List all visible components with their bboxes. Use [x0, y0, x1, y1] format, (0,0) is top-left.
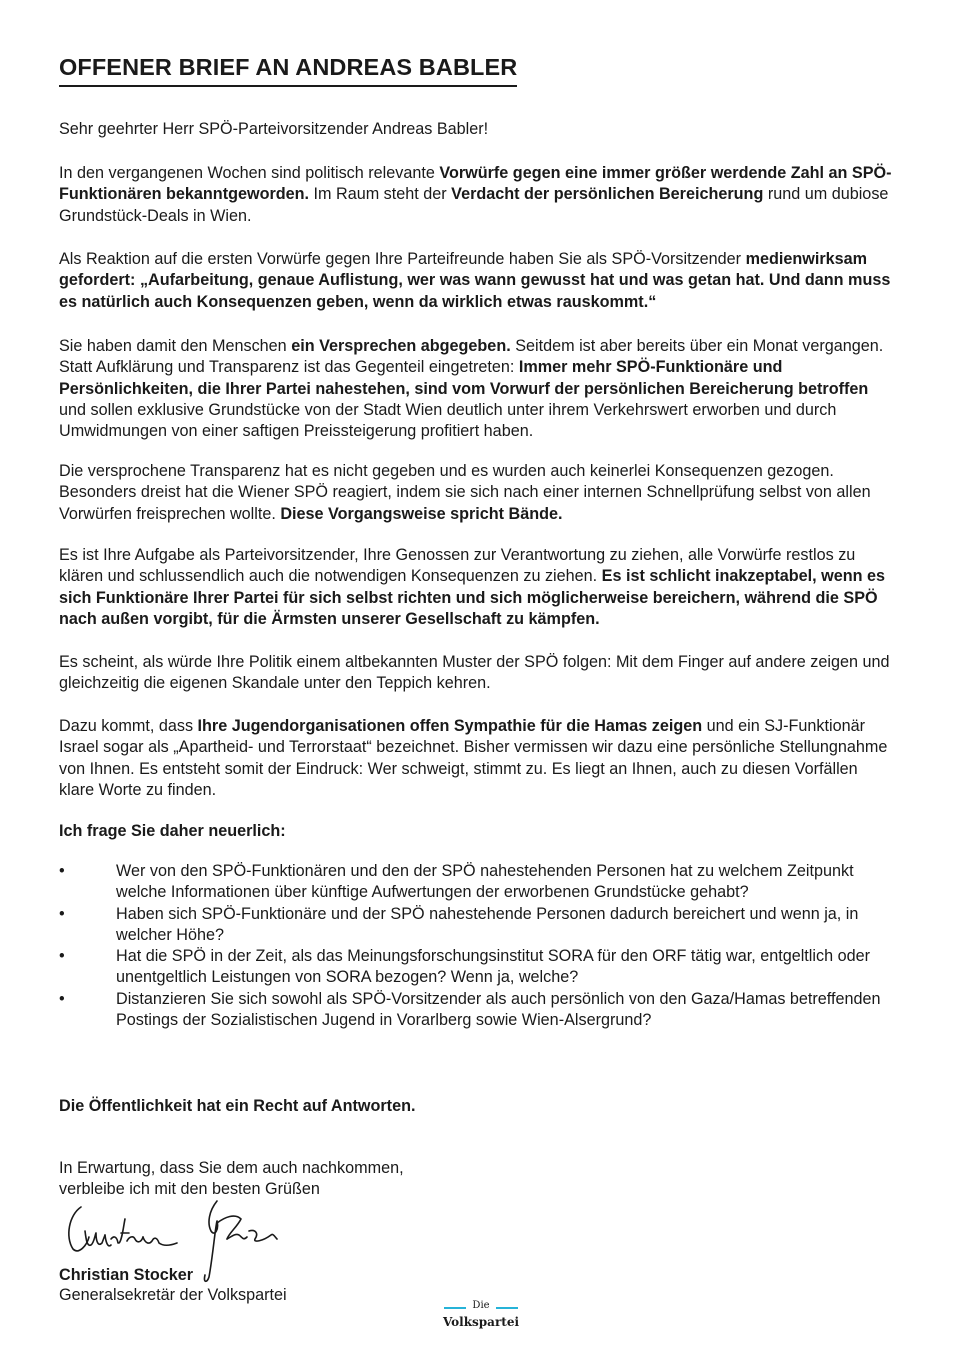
question-item: [59, 861, 904, 904]
closing-statement: Die Öffentlichkeit hat ein Recht auf Antworten.: [59, 1097, 416, 1115]
text-run: Die versprochene Transparenz hat es nicht gegeben und es wurden auch keinerlei Konsequenzen gezogen. Besonders dreist hat die Wiener SPÖ reagiert, indem sie sich nach einer internen Schnellprüfung selbst von allen Vorwürfen freisprechen wollte.: [59, 462, 871, 523]
question-item: [59, 989, 904, 1032]
text-run: Seitdem ist aber bereits über ein Monat vergangen. Statt Aufklärung und Transparenz ist das Gegenteil eingetreten:: [59, 337, 884, 377]
question-text: Haben sich SPÖ-Funktionäre und der SPÖ nahestehende Personen dadurch bereichert und wenn ja, in welcher Höhe?: [116, 904, 859, 944]
question-list: [59, 861, 904, 1031]
text-run: Dazu kommt, dass: [59, 717, 198, 735]
text-run: und ein SJ-Funktionär Israel sogar als „Apartheid- und Terrorstaat“ bezeichnet. Bisher vermissen wir dazu eine persönliche Stellungnahme von Ihnen. Es entsteht somit der Eindruck: Wer schweigt, stimmt zu. Es liegt an Ihnen, auch zu diesen Vorfällen klare Worte zu finden.: [59, 717, 888, 799]
text-run: Als Reaktion auf die ersten Vorwürfe gegen Ihre Parteifreunde haben Sie als SPÖ-Vorsitzender: [59, 250, 746, 268]
paragraph-5: [59, 545, 895, 630]
text-run: Es scheint, als würde Ihre Politik einem altbekannten Muster der SPÖ folgen: Mit dem Finger auf andere zeigen und gleichzeitig die eigenen Skandale unter den Teppich kehren.: [59, 653, 890, 693]
paragraph-6: [59, 652, 895, 695]
regards-line-2: verbleibe ich mit den besten Grüßen: [59, 1180, 320, 1199]
bold-text-run: Diese Vorgangsweise spricht Bände.: [280, 504, 563, 523]
regards-line-1: In Erwartung, dass Sie dem auch nachkommen,: [59, 1159, 404, 1177]
question-item: [59, 946, 904, 989]
text-run: Sie haben damit den Menschen: [59, 337, 292, 355]
bullet-icon: •: [59, 947, 65, 966]
letter-title: OFFENER BRIEF AN ANDREAS BABLER: [59, 54, 517, 87]
bold-text-run: medienwirksam gefordert: „Aufarbeitung, genaue Auflistung, wer was wann gewusst hat und was getan hat. Und dann muss es natürlich auch Konsequenzen geben, wenn da wirklich etwas rauskommt.“: [59, 250, 891, 311]
text-run: Es ist Ihre Aufgabe als Parteivorsitzender, Ihre Genossen zur Verantwortung zu ziehen, alle Vorwürfe restlos zu klären und schlussendlich auch die notwendigen Konsequenzen zu ziehen.: [59, 546, 856, 586]
text-run: Im Raum steht der: [309, 185, 452, 204]
signer-name: Christian Stocker: [59, 1266, 194, 1284]
question-text: Wer von den SPÖ-Funktionären und den der SPÖ nahestehenden Personen hat zu welchem Zeitpunkt welche Informationen über künftige Aufwertungen der erworbenen Grundstücke gehabt?: [116, 862, 854, 902]
text-run: In den vergangenen Wochen sind politisch relevante: [59, 164, 440, 182]
text-run: rund um dubiose Grundstück-Deals in Wien.: [59, 185, 889, 225]
bold-text-run: Verdacht der persönlichen Bereicherung: [451, 185, 764, 204]
salutation: Sehr geehrter Herr SPÖ-Parteivorsitzender Andreas Babler!: [59, 120, 489, 138]
bold-text-run: Vorwürfe gegen eine immer größer werdende Zahl an SPÖ-Funktionären bekanntgeworden.: [59, 164, 892, 204]
question-text: Distanzieren Sie sich sowohl als SPÖ-Vorsitzender als auch persönlich von den Gaza/Hamas betreffenden Postings der Sozialistischen Jugend in Vorarlberg sowie Wien-Alsergrund?: [116, 989, 881, 1030]
paragraph-7: [59, 716, 895, 801]
signer-role: Generalsekretär der Volkspartei: [59, 1286, 287, 1304]
bold-text-run: ein Versprechen abgegeben.: [291, 337, 511, 355]
volkspartei-logo: [441, 1300, 521, 1329]
paragraph-4: [59, 461, 895, 525]
paragraph-1: [59, 163, 895, 227]
bullet-icon: •: [59, 989, 65, 1008]
text-run: und sollen exklusive Grundstücke von der Stadt Wien deutlich unter ihrem Verkehrswert erworben und durch Umwidmungen von einer saftigen Preissteigerung profitiert haben.: [59, 400, 837, 441]
logo-line-right: [496, 1307, 518, 1309]
bold-text-run: Immer mehr SPÖ-Funktionäre und Persönlichkeiten, die Ihrer Partei nahestehen, sind vom Vorwurf der persönlichen Bereicherung betroffen: [59, 358, 869, 398]
bullet-icon: •: [59, 904, 65, 923]
paragraph-2: [59, 249, 895, 313]
question-text: Hat die SPÖ in der Zeit, als das Meinungsforschungsinstitut SORA für den ORF tätig war, entgeltlich oder unentgeltlich Leistungen von SORA bezogen? Wenn ja, welche?: [116, 947, 870, 987]
bullet-icon: •: [59, 862, 65, 880]
logo-brand-text: Volkspartei: [442, 1315, 520, 1329]
logo-die-text: Die: [472, 1300, 490, 1311]
question-item: [59, 904, 904, 947]
paragraph-3: [59, 336, 895, 442]
question-heading: Ich frage Sie daher neuerlich:: [59, 822, 286, 840]
bold-text-run: Ihre Jugendorganisationen offen Sympathie für die Hamas zeigen: [197, 717, 703, 735]
bold-text-run: Es ist schlicht inakzeptabel, wenn es sich Funktionäre Ihrer Partei für sich selbst richten und sich möglicherweise bereichern, während die SPÖ nach außen vorgibt, für die Ärmsten unserer Gesellschaft zu kämpfen.: [59, 567, 886, 628]
